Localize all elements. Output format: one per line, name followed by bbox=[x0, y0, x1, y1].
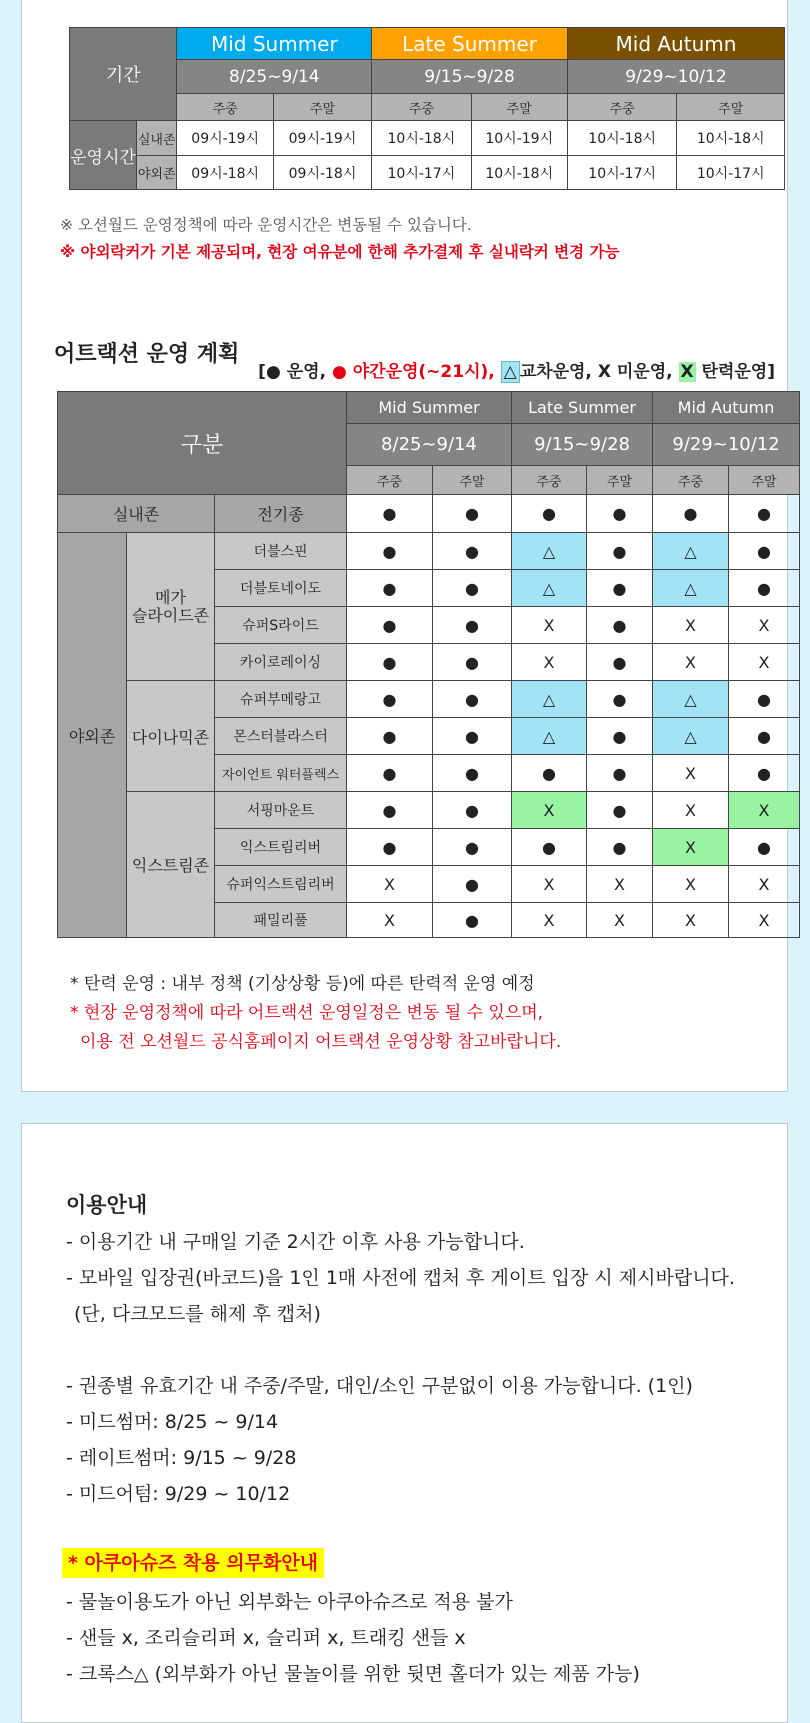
status-cell: ● bbox=[512, 829, 587, 866]
attraction-table bbox=[57, 391, 800, 938]
season-late-summer: Late Summer bbox=[372, 28, 568, 60]
status-cell: ● bbox=[587, 681, 653, 718]
status-cell: ● bbox=[587, 495, 653, 533]
status-cell: △ bbox=[653, 681, 729, 718]
status-cell: X bbox=[729, 866, 800, 903]
guide-line: - 물놀이용도가 아닌 외부화는 아쿠아슈즈로 적용 불가 bbox=[66, 1591, 513, 1613]
status-cell: ● bbox=[587, 829, 653, 866]
weekend-label: 주말 bbox=[587, 466, 653, 495]
legend-dot: ● bbox=[265, 362, 281, 382]
aqua-shoes-heading-wrap bbox=[62, 1548, 324, 1575]
status-cell: X bbox=[729, 644, 800, 681]
extreme-zone: 익스트림존 bbox=[127, 792, 215, 938]
weekend-label: 주말 bbox=[273, 94, 371, 121]
status-cell: ● bbox=[347, 718, 433, 755]
hours-cell: 09시-18시 bbox=[177, 156, 273, 190]
status-cell: X bbox=[347, 903, 433, 938]
legend-bracket: [ bbox=[258, 362, 266, 382]
status-cell: △ bbox=[653, 718, 729, 755]
flex-note: * 탄력 운영 : 내부 정책 (기상상황 등)에 따른 탄력적 운영 예정 bbox=[70, 974, 535, 994]
status-cell: ● bbox=[587, 570, 653, 607]
attraction-name: 익스트림리버 bbox=[215, 829, 347, 866]
outdoor-zone: 야외존 bbox=[58, 533, 127, 938]
status-cell: ● bbox=[433, 644, 512, 681]
season-dates: 9/29~10/12 bbox=[653, 424, 800, 466]
status-cell: △ bbox=[512, 533, 587, 570]
status-cell: ● bbox=[587, 533, 653, 570]
status-cell: X bbox=[512, 792, 587, 829]
weekend-label: 주말 bbox=[677, 94, 785, 121]
hours-cell: 10시-18시 bbox=[372, 121, 471, 156]
status-cell: ● bbox=[347, 792, 433, 829]
schedule-panel bbox=[21, 0, 788, 1092]
status-cell: △ bbox=[512, 681, 587, 718]
status-cell: X bbox=[729, 607, 800, 644]
period-label: 기간 bbox=[70, 28, 177, 121]
status-cell: ● bbox=[587, 644, 653, 681]
status-cell: ● bbox=[347, 570, 433, 607]
hours-cell: 10시-17시 bbox=[677, 156, 785, 190]
schedule-note: * 현장 운영정책에 따라 어트랙션 운영일정은 변동 될 수 있으며, bbox=[70, 1003, 544, 1023]
attraction-name: 자이언트 워터플렉스 bbox=[215, 755, 347, 792]
attraction-name: 서핑마운트 bbox=[215, 792, 347, 829]
guide-line: - 샌들 x, 조리슬리퍼 x, 슬리퍼 x, 트래킹 샌들 x bbox=[66, 1627, 466, 1649]
status-cell: ● bbox=[347, 644, 433, 681]
status-cell: X bbox=[653, 607, 729, 644]
status-cell: ● bbox=[433, 829, 512, 866]
attraction-name: 몬스터블라스터 bbox=[215, 718, 347, 755]
season-mid-summer: Mid Summer bbox=[177, 28, 372, 60]
indoor-attraction: 전기종 bbox=[215, 495, 347, 533]
status-cell: ● bbox=[347, 533, 433, 570]
status-cell: X bbox=[729, 903, 800, 938]
guide-line: - 모바일 입장권(바코드)을 1인 1매 사전에 캡처 후 게이트 입장 시 제시바랍니다. bbox=[66, 1267, 735, 1289]
hours-cell: 10시-17시 bbox=[567, 156, 677, 190]
operating-hours-table bbox=[69, 27, 785, 190]
status-cell: ● bbox=[347, 681, 433, 718]
weekday-label: 주중 bbox=[567, 94, 677, 121]
status-cell: ● bbox=[347, 755, 433, 792]
status-cell: ● bbox=[587, 792, 653, 829]
schedule-note-2: 이용 전 오션월드 공식홈페이지 어트랙션 운영상황 참고바랍니다. bbox=[80, 1032, 562, 1052]
status-cell: X bbox=[653, 755, 729, 792]
guide-line: - 미드썸머: 8/25 ~ 9/14 bbox=[66, 1411, 279, 1433]
weekend-label: 주말 bbox=[471, 94, 567, 121]
status-cell: X bbox=[512, 607, 587, 644]
status-cell: X bbox=[512, 903, 587, 938]
status-cell: ● bbox=[729, 533, 800, 570]
season-mid-summer: Mid Summer bbox=[347, 392, 512, 424]
weekday-label: 주중 bbox=[177, 94, 273, 121]
status-cell: X bbox=[512, 866, 587, 903]
legend-open: 운영, bbox=[286, 362, 332, 382]
status-cell: X bbox=[653, 829, 729, 866]
status-cell: ● bbox=[347, 495, 433, 533]
status-cell: △ bbox=[653, 570, 729, 607]
weekday-label: 주중 bbox=[653, 466, 729, 495]
dynamic-zone: 다이나믹존 bbox=[127, 681, 215, 792]
mega-slide-zone: 메가 슬라이드존 bbox=[127, 533, 215, 681]
status-cell: ● bbox=[433, 607, 512, 644]
hours-cell: 10시-18시 bbox=[567, 121, 677, 156]
legend-x: X bbox=[597, 362, 611, 382]
status-cell: ● bbox=[729, 718, 800, 755]
weekend-label: 주말 bbox=[433, 466, 512, 495]
legend-night: 야간운영(~21시), bbox=[352, 362, 501, 382]
status-cell: X bbox=[512, 644, 587, 681]
status-cell: ● bbox=[729, 681, 800, 718]
hours-cell: 10시-18시 bbox=[677, 121, 785, 156]
status-cell: ● bbox=[729, 570, 800, 607]
attraction-title: 어트랙션 운영 계획 bbox=[54, 342, 240, 367]
status-cell: X bbox=[729, 792, 800, 829]
status-cell: ● bbox=[729, 495, 800, 533]
status-cell: X bbox=[653, 792, 729, 829]
status-cell: ● bbox=[433, 866, 512, 903]
status-cell: X bbox=[653, 866, 729, 903]
attraction-name: 슈퍼부메랑고 bbox=[215, 681, 347, 718]
hours-cell: 09시-19시 bbox=[177, 121, 273, 156]
season-dates: 9/15~9/28 bbox=[512, 424, 653, 466]
status-cell: ● bbox=[347, 829, 433, 866]
attraction-name: 패밀리풀 bbox=[215, 903, 347, 938]
status-cell: ● bbox=[729, 755, 800, 792]
hours-cell: 09시-19시 bbox=[273, 121, 371, 156]
outdoor-label: 야외존 bbox=[136, 156, 177, 190]
season-dates: 9/15~9/28 bbox=[372, 60, 568, 94]
indoor-label: 실내존 bbox=[136, 121, 177, 156]
status-cell: X bbox=[653, 644, 729, 681]
status-cell: ● bbox=[512, 755, 587, 792]
hours-cell: 10시-19시 bbox=[471, 121, 567, 156]
legend-flex: 탄력운영] bbox=[701, 362, 775, 382]
attraction-legend bbox=[258, 357, 775, 382]
status-cell: △ bbox=[512, 570, 587, 607]
season-mid-autumn: Mid Autumn bbox=[653, 392, 800, 424]
season-dates: 8/25~9/14 bbox=[347, 424, 512, 466]
status-cell: ● bbox=[433, 903, 512, 938]
status-cell: X bbox=[587, 903, 653, 938]
guide-line: - 이용기간 내 구매일 기준 2시간 이후 사용 가능합니다. bbox=[66, 1231, 525, 1253]
status-cell: ● bbox=[433, 570, 512, 607]
season-dates: 8/25~9/14 bbox=[177, 60, 372, 94]
attraction-name: 슈퍼S라이드 bbox=[215, 607, 347, 644]
locker-note: ※ 야외락커가 기본 제공되며, 현장 여유분에 한해 추가결제 후 실내락커 변경 가능 bbox=[60, 243, 620, 261]
status-cell: ● bbox=[433, 495, 512, 533]
legend-closed: 미운영, bbox=[616, 362, 679, 382]
status-cell: ● bbox=[587, 607, 653, 644]
hours-cell: 10시-18시 bbox=[471, 156, 567, 190]
status-cell: ● bbox=[433, 718, 512, 755]
hours-label: 운영시간 bbox=[70, 121, 137, 190]
hours-note: ※ 오션월드 운영정책에 따라 운영시간은 변동될 수 있습니다. bbox=[60, 216, 472, 234]
status-cell: ● bbox=[433, 792, 512, 829]
guide-line: (단, 다크모드를 해제 후 캡처) bbox=[74, 1303, 321, 1325]
legend-alt: 교차운영, bbox=[519, 362, 598, 382]
season-mid-autumn: Mid Autumn bbox=[567, 28, 784, 60]
guide-line: - 권종별 유효기간 내 주중/주말, 대인/소인 구분없이 이용 가능합니다. (1인) bbox=[66, 1375, 693, 1397]
status-cell: ● bbox=[433, 533, 512, 570]
status-cell: ● bbox=[512, 495, 587, 533]
attraction-name: 슈퍼익스트림리버 bbox=[215, 866, 347, 903]
guide-line: - 미드어텀: 9/29 ~ 10/12 bbox=[66, 1483, 291, 1505]
hours-cell: 10시-17시 bbox=[372, 156, 471, 190]
legend-flex-x: X bbox=[680, 362, 694, 382]
season-dates: 9/29~10/12 bbox=[567, 60, 784, 94]
weekday-label: 주중 bbox=[372, 94, 471, 121]
indoor-zone: 실내존 bbox=[58, 495, 215, 533]
guide-line: - 레이트썸머: 9/15 ~ 9/28 bbox=[66, 1447, 297, 1469]
weekday-label: 주중 bbox=[347, 466, 433, 495]
category-label: 구분 bbox=[58, 392, 347, 495]
guide-panel bbox=[21, 1123, 788, 1723]
status-cell: ● bbox=[347, 607, 433, 644]
status-cell: ● bbox=[729, 829, 800, 866]
attraction-name: 더블스핀 bbox=[215, 533, 347, 570]
status-cell: ● bbox=[587, 718, 653, 755]
status-cell: △ bbox=[653, 533, 729, 570]
status-cell: X bbox=[587, 866, 653, 903]
attraction-name: 카이로레이싱 bbox=[215, 644, 347, 681]
status-cell: ● bbox=[433, 681, 512, 718]
status-cell: X bbox=[347, 866, 433, 903]
legend-tri: △ bbox=[501, 361, 520, 383]
status-cell: △ bbox=[512, 718, 587, 755]
aqua-shoes-heading: * 아쿠아슈즈 착용 의무화안내 bbox=[62, 1548, 324, 1578]
status-cell: ● bbox=[587, 755, 653, 792]
weekday-label: 주중 bbox=[512, 466, 587, 495]
status-cell: ● bbox=[433, 755, 512, 792]
weekend-label: 주말 bbox=[729, 466, 800, 495]
status-cell: ● bbox=[653, 495, 729, 533]
hours-cell: 09시-18시 bbox=[273, 156, 371, 190]
status-cell: X bbox=[653, 903, 729, 938]
guide-line: - 크록스△ (외부화가 아닌 물놀이를 위한 뒷면 홀더가 있는 제품 가능) bbox=[66, 1663, 640, 1685]
attraction-name: 더블토네이도 bbox=[215, 570, 347, 607]
legend-red-dot: ● bbox=[331, 362, 347, 382]
guide-title: 이용안내 bbox=[66, 1193, 148, 1217]
season-late-summer: Late Summer bbox=[512, 392, 653, 424]
